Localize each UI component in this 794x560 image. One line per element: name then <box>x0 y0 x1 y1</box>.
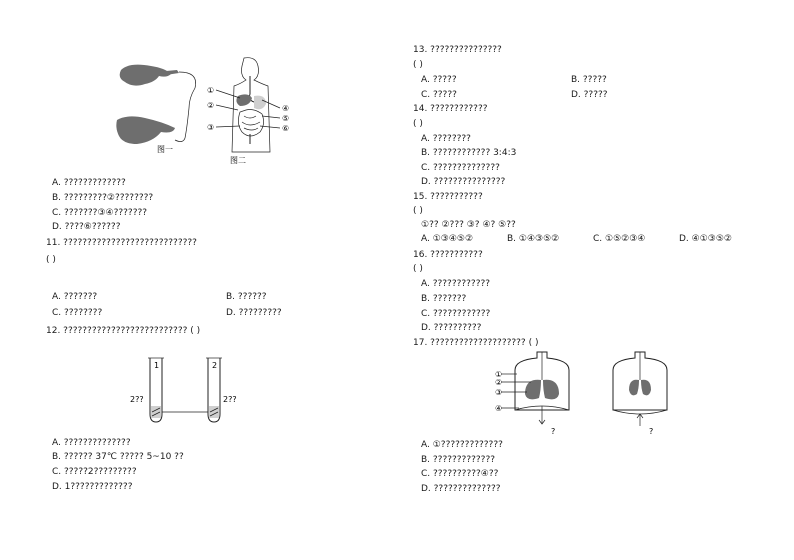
figure-two-label: 图二 <box>230 156 246 165</box>
q17-marker-2: ② <box>495 378 503 387</box>
q12-tube-marker-2: 2 <box>212 361 218 370</box>
q10-option-d: D. ????⑥?????? <box>52 222 121 232</box>
q12-option-d: D. 1????????????? <box>52 482 133 492</box>
q11-option-b: B. ?????? <box>226 292 267 302</box>
figure-one-hands-tube <box>115 58 215 154</box>
figure-two-marker-1: ① <box>207 86 215 95</box>
q15-option-d: D. ④①③⑤② <box>679 234 732 244</box>
q10-option-a: A. ????????????? <box>52 178 126 188</box>
q15-paren: ( ) <box>413 206 423 216</box>
q15-option-b: B. ①④③⑤② <box>507 234 560 244</box>
q17-marker-4: ④ <box>495 404 503 413</box>
figure-two-marker-3: ③ <box>207 123 215 132</box>
q10-option-b: B. ?????????②???????? <box>52 193 154 203</box>
q11-stem: 11. ???????????????????????????? <box>46 238 197 248</box>
q17-label-right: ? <box>649 427 654 436</box>
figure-two-marker-6: ⑥ <box>282 124 290 133</box>
q11-option-d: D. ????????? <box>226 308 282 318</box>
q15-stem: 15. ??????????? <box>413 192 483 202</box>
q12-option-c: C. ?????2????????? <box>52 467 137 477</box>
figure-two-digestive-system <box>204 54 300 166</box>
q10-option-c: C. ???????③④??????? <box>52 208 148 218</box>
q17-label-left: ? <box>551 427 556 436</box>
figure-one-label: 图一 <box>157 145 173 154</box>
q12-option-b: B. ?????? 37℃ ????? 5~10 ?? <box>52 452 184 462</box>
q16-paren: ( ) <box>413 264 423 274</box>
q13-option-b: B. ????? <box>571 75 607 85</box>
q14-option-c: C. ?????????????? <box>421 163 500 173</box>
q16-option-a: A. ???????????? <box>421 279 491 289</box>
q14-option-d: D. ??????????????? <box>421 177 506 187</box>
q17-option-a: A. ①????????????? <box>421 440 503 450</box>
q16-stem: 16. ??????????? <box>413 250 483 260</box>
q16-option-d: D. ?????????? <box>421 323 482 333</box>
q14-stem: 14. ???????????? <box>413 104 488 114</box>
q13-stem: 13. ??????????????? <box>413 45 502 55</box>
q17-breathing-model-figure <box>495 350 685 436</box>
q14-option-b: B. ???????????? 3:4:3 <box>421 148 517 158</box>
q13-option-d: D. ????? <box>571 90 608 100</box>
q16-option-c: C. ???????????? <box>421 309 491 319</box>
q17-stem: 17. ???????????????????? ( ) <box>413 338 539 348</box>
q12-stem: 12. ?????????????????????????? ( ) <box>46 326 201 336</box>
q17-option-b: B. ????????????? <box>421 455 495 465</box>
q17-option-d: D. ?????????????? <box>421 484 501 494</box>
q13-paren: ( ) <box>413 60 423 70</box>
q14-paren: ( ) <box>413 119 423 129</box>
q12-test-tubes-figure <box>128 354 238 430</box>
figure-two-marker-4: ④ <box>282 104 290 113</box>
q11-option-a: A. ??????? <box>52 292 98 302</box>
q12-tube-label-1: 2?? <box>130 395 144 404</box>
q11-paren: ( ) <box>46 255 56 265</box>
q15-items: ①?? ②??? ③? ④? ⑤?? <box>421 220 516 230</box>
q13-option-c: C. ????? <box>421 90 457 100</box>
q11-option-c: C. ???????? <box>52 308 103 318</box>
q15-option-a: A. ①③④⑤② <box>421 234 474 244</box>
q12-option-a: A. ?????????????? <box>52 438 131 448</box>
figure-two-marker-2: ② <box>207 101 215 110</box>
q12-tube-label-2: 2?? <box>223 395 237 404</box>
q13-option-a: A. ????? <box>421 75 457 85</box>
q12-tube-marker-1: 1 <box>154 361 160 370</box>
q17-marker-3: ③ <box>495 388 503 397</box>
q14-option-a: A. ???????? <box>421 134 471 144</box>
q17-option-c: C. ??????????④?? <box>421 469 499 479</box>
q16-option-b: B. ??????? <box>421 294 467 304</box>
figure-two-marker-5: ⑤ <box>282 114 290 123</box>
q15-option-c: C. ①⑤②③④ <box>593 234 646 244</box>
q17-marker-1: ① <box>495 370 503 379</box>
